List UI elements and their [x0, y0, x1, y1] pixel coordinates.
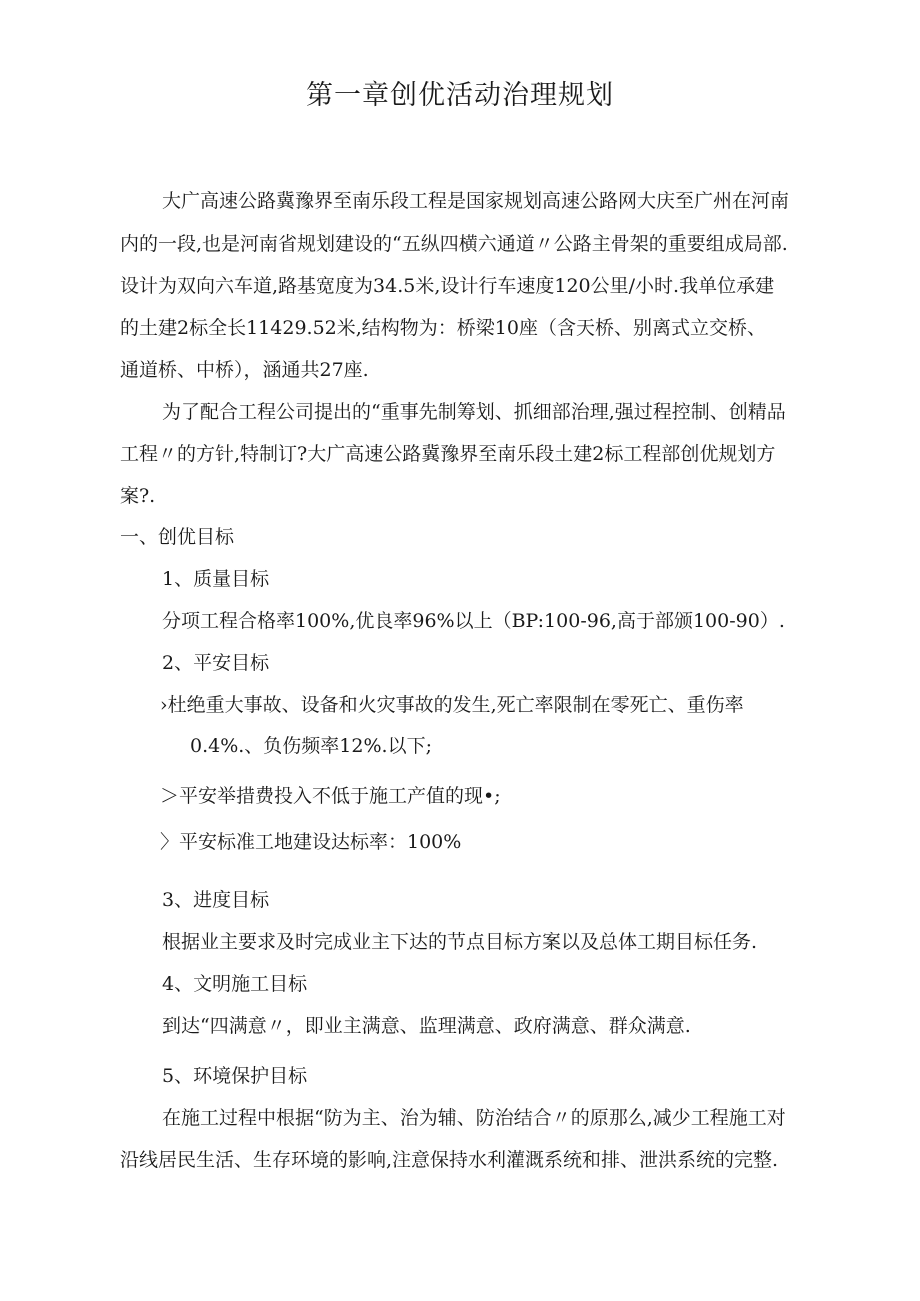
intro-line: 内的一段,也是河南省规划建设的“五纵四横六通道〃公路主骨架的重要组成局部.: [120, 233, 788, 255]
safety-item-continued: 0.4%.、负伤频率12%.以下;: [190, 735, 432, 757]
progress-heading: 3、进度目标: [162, 889, 270, 911]
environment-heading: 5、环境保护目标: [162, 1065, 308, 1087]
intro-line: 设计为双向六车道,路基宽度为34.5米,设计行车速度120公里/小时.我单位承建: [120, 275, 775, 297]
purpose-line: 案?.: [120, 485, 156, 507]
intro-line: 通道桥、中桥），涵通共27座.: [120, 359, 369, 381]
purpose-line: 为了配合工程公司提出的“重事先制筹划、抓细部治理,强过程控制、创精品: [162, 401, 786, 423]
safety-item: 〉平安标准工地建设达标率：100%: [160, 831, 462, 853]
environment-text: 在施工过程中根据“防为主、治为辅、防治结合〃的原那么,减少工程施工对: [162, 1107, 786, 1129]
intro-line: 的土建2标全长11429.52米,结构物为：桥梁10座（含天桥、别离式立交桥、: [120, 317, 766, 339]
quality-heading: 1、质量目标: [162, 568, 270, 590]
purpose-line: 工程〃的方针,特制订?大广高速公路冀豫界至南乐段土建2标工程部创优规划方: [120, 443, 776, 465]
safety-item: ＞平安举措费投入不低于施工产值的现•;: [160, 785, 501, 807]
section-heading: 一、创优目标: [120, 526, 235, 548]
progress-text: 根据业主要求及时完成业主下达的节点目标方案以及总体工期目标任务.: [162, 931, 758, 953]
safety-item: ›杜绝重大事故、设备和火灾事故的发生,死亡率限制在零死亡、重伤率: [160, 694, 744, 716]
civilized-heading: 4、文明施工目标: [162, 973, 308, 995]
safety-heading: 2、平安目标: [162, 652, 270, 674]
chapter-title: 第一章创优活动治理规划: [306, 80, 614, 111]
environment-text: 沿线居民生活、生存环境的影响,注意保持水利灌溉系统和排、泄洪系统的完整.: [120, 1149, 779, 1171]
civilized-text: 到达“四满意〃，即业主满意、监理满意、政府满意、群众满意.: [162, 1015, 691, 1037]
quality-text: 分项工程合格率100%,优良率96%以上（BP:100-96,高于部颁100-90）.: [162, 610, 785, 632]
intro-line: 大广高速公路冀豫界至南乐段工程是国家规划高速公路网大庆至广州在河南: [162, 190, 790, 212]
